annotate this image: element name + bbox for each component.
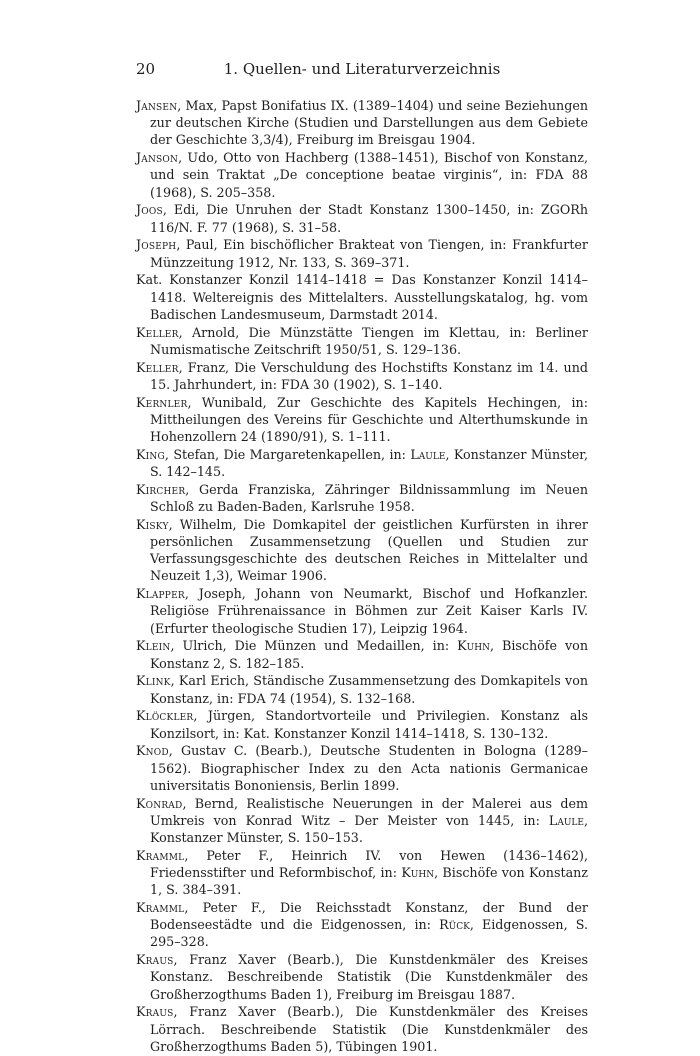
entry-author: Konrad (136, 795, 183, 811)
bibliography-entry (136, 324, 588, 358)
entry-text: , Wunibald, Zur Geschichte des Kapitels Hechingen, in: Mittheilungen des Vereins für Geschichte und Alterthumskunde in Hohenzollern 24 (1890/91), S. 1–111. (150, 394, 588, 445)
entry-author: Klink (136, 673, 171, 689)
entry-author: Klein (136, 638, 171, 654)
cross-reference: Laule (548, 812, 584, 828)
entry-author: Kramml (136, 900, 185, 916)
entry-author: Kernler (136, 394, 188, 410)
entry-author: Keller (136, 324, 179, 340)
entry-text-continued: , Eidgenossen, S. 295–328. (150, 917, 588, 950)
entry-author: Joseph (136, 237, 177, 253)
bibliography-entry (136, 899, 588, 951)
entry-text-continued: , Konstanzer Münster, S. 142–145. (150, 446, 588, 480)
entry-author: Janson (136, 150, 179, 166)
bibliography-entry (136, 271, 588, 323)
entry-text: , Gustav C. (Bearb.), Deutsche Studenten in Bologna (1289–1562). Biographischer Index zu den Acta nationis Germanicae universitatis Bononiensis, Berlin 1899. (150, 743, 588, 793)
entry-text: , Joseph, Johann von Neumarkt, Bischof und Hofkanzler. Religiöse Frührenaissance in Böhmen zur Zeit Kaiser Karls IV. (Erfurter theologische Studien 17), Leipzig 1964. (150, 586, 588, 636)
page-number: 20 (136, 60, 156, 78)
bibliography-entry (136, 446, 588, 480)
entry-text: , Bernd, Realistische Neuerungen in der Malerei aus dem Umkreis von Konrad Witz – Der Meister von 1445, in: (150, 795, 588, 828)
entry-text: , Franz, Die Verschuldung des Hochstifts Konstanz im 14. und 15. Jahrhundert, in: FDA 30 (1902), S. 1–140. (150, 359, 588, 392)
entry-author: Kisky (136, 516, 169, 532)
entry-text: , Karl Erich, Ständische Zusammensetzung des Domkapitels von Konstanz, in: FDA 74 (1954), S. 132–168. (150, 673, 588, 706)
bibliography-entry (136, 481, 588, 515)
entry-text: , Stefan, Die Margaretenkapellen, in: (164, 446, 411, 462)
entry-author: Kramml (136, 847, 185, 863)
bibliography-entry (136, 236, 588, 270)
entry-author: Klapper (136, 586, 185, 602)
entry-text: , Peter F., Heinrich IV. von Hewen (1436–1462), Friedensstifter und Reformbischof, in: (150, 847, 588, 881)
cross-reference: Kuhn (401, 865, 435, 881)
entry-author: Joos (136, 202, 163, 218)
entry-text: , Peter F., Die Reichsstadt Konstanz, der Bund der Bodenseestädte und die Eidgenossen, in: (150, 900, 588, 933)
entry-text: , Franz Xaver (Bearb.), Die Kunstdenkmäler des Kreises Konstanz. Beschreibende Statistik (Die Kunstdenkmäler des Großherzogthums Baden 1), Freiburg im Breisgau 1887. (150, 952, 588, 1002)
bibliography-entry (136, 359, 588, 393)
entry-text: Kat. Konstanzer Konzil 1414–1418 = Das Konstanzer Konzil 1414–1418. Weltereignis des Mittelalters. Ausstellungskatalog, hg. vom Badischen Landesmuseum, Darmstadt 2014. (136, 272, 588, 322)
entry-author: Kircher (136, 481, 186, 497)
bibliography-entry (136, 637, 588, 671)
entry-author: Kraus (136, 952, 174, 968)
page-header (136, 58, 588, 80)
entry-text: , Jürgen, Standortvorteile und Privilegien. Konstanz als Konzilsort, in: Kat. Konstanzer Konzil 1414–1418, S. 130–132. (150, 708, 588, 741)
bibliography-entry (136, 97, 588, 149)
entry-text: , Udo, Otto von Hachberg (1388–1451), Bischof von Konstanz, und sein Traktat „De conceptione beatae virginis“, in: FDA 88 (1968), S. 205–358. (150, 150, 588, 200)
running-title: 1. Quellen- und Literaturverzeichnis (223, 60, 501, 78)
bibliography-entry (136, 951, 588, 1003)
entry-text: , Wilhelm, Die Domkapitel der geistlichen Kurfürsten in ihrer persönlichen Zusammensetzung (Quellen und Studien zur Verfassungsgeschichte des deutschen Reiches in Mittelalter und Neuzeit 1,3), Weimar 1906. (150, 516, 588, 584)
entry-text: , Arnold, Die Münzstätte Tiengen im Klettau, in: Berliner Numismatische Zeitschrift 1950/51, S. 129–136. (150, 324, 588, 357)
entry-text-continued: , Bischöfe von Konstanz 1, S. 384–391. (150, 865, 588, 898)
bibliography-entry (136, 742, 588, 794)
bibliography-entry (136, 149, 588, 201)
entry-author: Kraus (136, 1004, 174, 1020)
bibliography-entry (136, 394, 588, 446)
bibliography-entry (136, 672, 588, 706)
bibliography-entry (136, 516, 588, 585)
entry-text: , Edi, Die Unruhen der Stadt Konstanz 1300–1450, in: ZGORh 116/N. F. 77 (1968), S. 31–58. (150, 202, 588, 235)
bibliography-entry (136, 707, 588, 741)
bibliography-entry (136, 585, 588, 637)
bibliography-list (136, 97, 588, 1056)
entry-author: King (136, 446, 165, 462)
cross-reference: Rück (439, 917, 470, 933)
entry-text: , Franz Xaver (Bearb.), Die Kunstdenkmäler des Kreises Lörrach. Beschreibende Statistik (Die Kunstdenkmäler des Großherzogthums Baden 5), Tübingen 1901. (150, 1004, 588, 1054)
entry-text-continued: , Konstanzer Münster, S. 150–153. (150, 812, 588, 846)
entry-author: Keller (136, 359, 179, 375)
cross-reference: Kuhn (457, 638, 490, 654)
cross-reference: Laule (410, 446, 446, 462)
entry-author: Knod (136, 743, 169, 759)
bibliography-entry (136, 1003, 588, 1055)
bibliography-entry (136, 795, 588, 847)
bibliography-entry (136, 201, 588, 235)
entry-text: , Gerda Franziska, Zähringer Bildnissammlung im Neuen Schloß zu Baden-Baden, Karlsruhe 1958. (150, 481, 588, 515)
entry-text: , Ulrich, Die Münzen und Medaillen, in: (170, 638, 458, 654)
entry-text-continued: , Bischöfe von Konstanz 2, S. 182–185. (150, 638, 588, 671)
entry-text: , Paul, Ein bischöflicher Brakteat von Tiengen, in: Frankfurter Münzzeitung 1912, Nr. 133, S. 369–371. (150, 237, 588, 270)
entry-text: , Max, Papst Bonifatius IX. (1389–1404) und seine Beziehungen zur deutschen Kirche (Studien und Darstellungen aus dem Gebiete der Geschichte 3,3/4), Freiburg im Breisgau 1904. (150, 98, 588, 148)
entry-author: Klöckler (136, 708, 194, 724)
entry-author: Jansen (136, 98, 178, 113)
bibliography-entry (136, 847, 588, 899)
